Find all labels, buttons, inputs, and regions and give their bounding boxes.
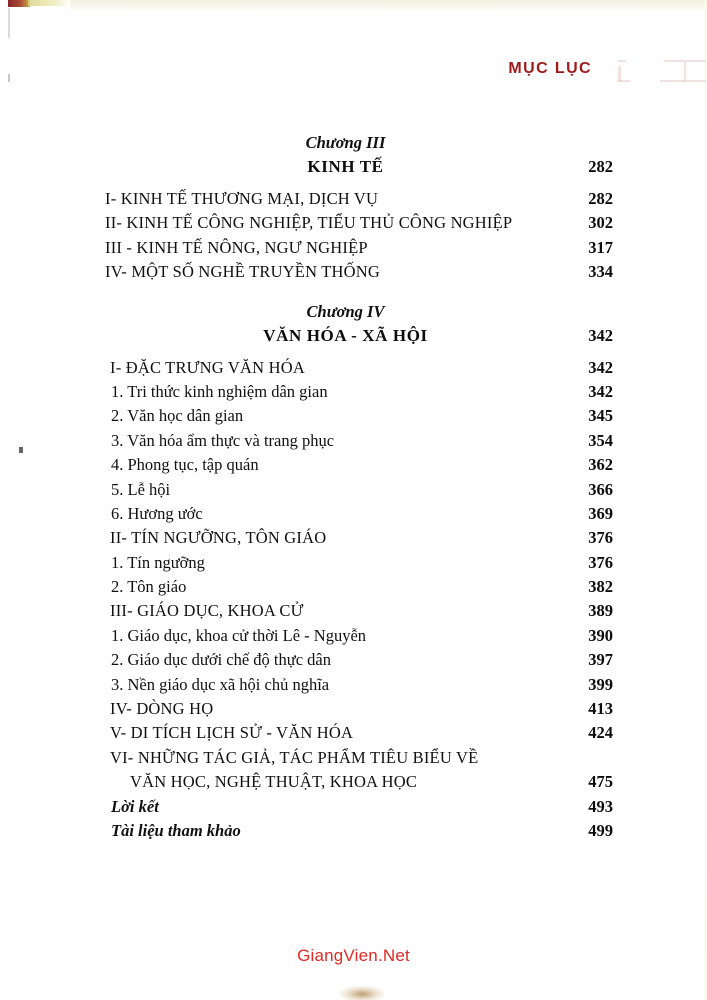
scan-artifact-bottom-smudge (340, 986, 384, 1000)
scan-artifact-corner-red (8, 0, 30, 7)
toc-entry-label: 3. Văn hóa ẩm thực và trang phục (111, 430, 335, 450)
chapter-title: VĂN HÓA - XÃ HỘI (263, 325, 428, 345)
toc-entry-page-number: 342 (588, 381, 613, 401)
chapter-spacer (0, 285, 707, 301)
toc-entry[interactable] (0, 478, 707, 502)
toc-entry[interactable] (0, 575, 707, 599)
toc-entry[interactable] (0, 746, 707, 770)
toc-entry[interactable] (0, 648, 707, 672)
toc-entry-page-number: 475 (588, 772, 613, 792)
toc-entry[interactable] (0, 697, 707, 721)
toc-entry-label: III - KINH TẾ NÔNG, NGƯ NGHIỆP (105, 237, 368, 257)
toc-entry-label: III- GIÁO DỤC, KHOA CỬ (110, 601, 304, 621)
toc-entry-label: II- TÍN NGƯỠNG, TÔN GIÁO (110, 528, 327, 548)
toc-entry[interactable] (0, 187, 707, 211)
toc-entry-page-number: 499 (588, 820, 613, 840)
toc-entry[interactable] (0, 673, 707, 697)
toc-entry-label: 2. Văn học dân gian (111, 406, 244, 426)
toc-entry-label: I- ĐẶC TRƯNG VĂN HÓA (110, 357, 305, 377)
scan-artifact-corner-yellow (28, 0, 70, 6)
toc-entry-page-number: 397 (588, 650, 613, 670)
toc-entry-page-number: 334 (588, 262, 613, 282)
toc-entry-page-number: 345 (588, 406, 613, 426)
running-header (0, 60, 707, 78)
toc-entry-page-number: 302 (588, 213, 613, 233)
toc-entry-page-number: 342 (588, 357, 613, 377)
toc-entry-label: 2. Giáo dục dưới chế độ thực dân (111, 650, 331, 670)
toc-entry-page-number: 399 (588, 674, 613, 694)
running-header-title: MỤC LỤC (508, 60, 592, 77)
toc-entry-page-number: 376 (588, 528, 613, 548)
chapter-block (0, 285, 707, 844)
scan-artifact-top-smear (70, 0, 707, 12)
toc-entry[interactable] (0, 260, 707, 284)
chapter-label: Chương III (305, 133, 386, 152)
toc-entry-label: Lời kết (111, 796, 159, 816)
toc-entry-label: 2. Tôn giáo (111, 577, 187, 597)
watermark (0, 946, 707, 966)
chapter-block (0, 132, 707, 285)
toc-entry-page-number: 354 (588, 430, 613, 450)
chapter-page-number: 282 (588, 157, 613, 176)
toc-entry-label: VI- NHỮNG TÁC GIẢ, TÁC PHẨM TIÊU BIỂU VỀ (110, 747, 479, 767)
toc-entry[interactable] (0, 795, 707, 819)
chapter-title-spacer (0, 349, 707, 356)
scan-artifact-header-c (618, 80, 630, 82)
toc-entry[interactable] (0, 236, 707, 260)
chapter-title: KINH TẾ (307, 157, 384, 176)
chapter-label: Chương IV (306, 301, 385, 321)
toc-entry-label: IV- DÒNG HỌ (110, 699, 214, 719)
toc-entry[interactable] (0, 526, 707, 550)
toc-entry[interactable] (0, 404, 707, 428)
scan-artifact-left-line (8, 8, 10, 38)
toc-entry-label: 5. Lễ hội (111, 479, 171, 499)
toc-entry-page-number: 424 (588, 723, 613, 743)
chapter-title-spacer (0, 180, 707, 187)
toc-entry[interactable] (0, 453, 707, 477)
toc-entry-label: 4. Phong tục, tập quán (111, 455, 259, 475)
toc-entry-label: II- KINH TẾ CÔNG NGHIỆP, TIỂU THỦ CÔNG NGHIỆP (105, 213, 513, 233)
chapter-title-row[interactable] (0, 154, 707, 180)
toc-entry-page-number: 376 (588, 552, 613, 572)
toc-entry-page-number: 362 (588, 455, 613, 475)
watermark-text: GiangVien.Net (297, 946, 410, 965)
toc-entry[interactable] (0, 356, 707, 380)
table-of-contents (0, 132, 707, 843)
toc-entry-page-number: 282 (588, 189, 613, 208)
toc-entry[interactable] (0, 599, 707, 623)
toc-entry-label: 1. Tín ngưỡng (111, 552, 205, 572)
toc-entry-label: IV- MỘT SỐ NGHỀ TRUYỀN THỐNG (105, 262, 380, 282)
toc-entry-page-number: 390 (588, 625, 613, 645)
toc-entry-label: Tài liệu tham khảo (111, 820, 241, 840)
toc-entry[interactable] (0, 380, 707, 404)
toc-entry-label: 1. Giáo dục, khoa cử thời Lê - Nguyễn (111, 625, 367, 645)
toc-entry-label: I- KINH TẾ THƯƠNG MẠI, DỊCH VỤ (105, 189, 379, 208)
toc-entry[interactable] (0, 429, 707, 453)
toc-entry-page-number: 382 (588, 577, 613, 597)
toc-entry[interactable] (0, 502, 707, 526)
toc-entry-page-number: 493 (588, 796, 613, 816)
chapter-title-row[interactable] (0, 323, 707, 349)
toc-entry-page-number: 389 (588, 601, 613, 621)
toc-entry-label: VĂN HỌC, NGHỆ THUẬT, KHOA HỌC (130, 772, 418, 792)
toc-entry[interactable] (0, 721, 707, 745)
chapter-page-number: 342 (588, 325, 613, 345)
toc-entry[interactable] (0, 624, 707, 648)
toc-entry-page-number: 366 (588, 479, 613, 499)
toc-entry[interactable] (0, 770, 707, 794)
toc-entry-label: 1. Tri thức kinh nghiệm dân gian (111, 381, 328, 401)
toc-entry[interactable] (0, 819, 707, 843)
toc-entry-page-number: 369 (588, 503, 613, 523)
toc-entry[interactable] (0, 551, 707, 575)
scan-artifact-header-f (660, 80, 706, 82)
toc-entry[interactable] (0, 211, 707, 235)
toc-entry-label: 6. Hương ước (111, 503, 203, 523)
toc-entry-page-number: 317 (588, 237, 613, 257)
toc-entry-label: V- DI TÍCH LỊCH SỬ - VĂN HÓA (110, 723, 354, 743)
toc-entry-page-number: 413 (588, 699, 613, 719)
toc-entry-label: 3. Nền giáo dục xã hội chủ nghĩa (111, 674, 330, 694)
